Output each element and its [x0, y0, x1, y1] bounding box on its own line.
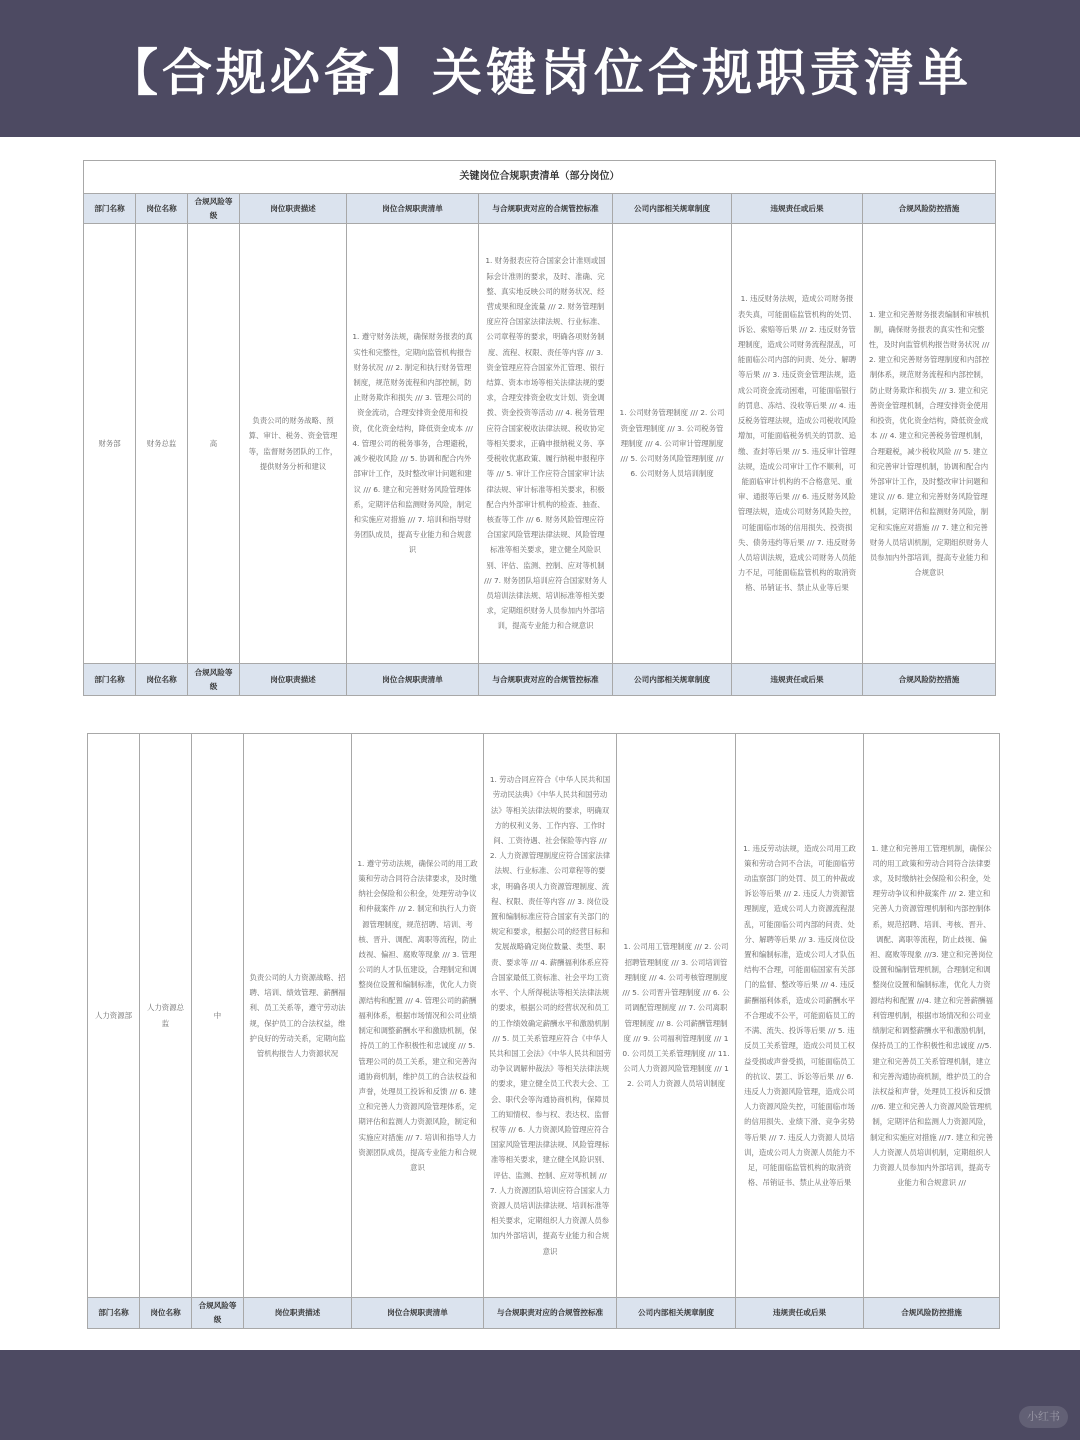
footer-header-position: 岗位名称 [140, 1298, 192, 1329]
cell-risk-controls: 1. 建立和完善用工管理机制，确保公司的用工政策和劳动合同符合法律要求，及时缴纳社会保险和公积金，处理劳动争议和仲裁案件 /// 2. 建立和完善人力资源管理机制和内部控制体系，规范招聘、培训、考核、晋升、调配、离职等流程，防止歧视、偏袒、腐败等现象 ///3. 建立和完善岗位设置和编制管理机制，合理制定和调整岗位设置和编制标准，优化人力资源结构和配置 ///4. 建立和完善薪酬福利管理机制，根据市场情况和公司业绩制定和调整薪酬水平和激励机制，保持员工的工作积极性和忠诚度 ///5. 建立和完善员工关系管理机制，建立和完善沟通协商机制，维护员工的合法权益和声誉，处理员工投诉和反馈 ///6. 建立和完善人力资源风险管理机制，定期评估和监测人力资源风险，制定和实施应对措施 ///7. 建立和完善人力资源人员培训机制，定期组织人力资源人员参加内外部培训，提高专业能力和合规意识 /// [864, 734, 1000, 1298]
table-row [84, 224, 996, 664]
header-risk-controls: 合规风险防控措施 [863, 194, 996, 224]
cell-control-standards: 1. 劳动合同应符合《中华人民共和国劳动民法典》《中华人民共和国劳动法》等相关法律法规的要求，明确双方的权利义务、工作内容、工作时间、工资待遇、社会保险等内容 /// 2. 人力资源管理制度应符合国家法律法规、行业标准、公司章程等的要求，明确各项人力资源管理制度、流程、权限、责任等内容 /// 3. 岗位设置和编制标准应符合国家有关部门的规定和要求，根据公司的经营目标和发展战略确定岗位数量、类型、职责、要求等 /// 4. 薪酬福利体系应符合国家最低工资标准、社会平均工资水平、个人所得税法等相关法律法规的要求，根据公司的经营状况和员工的工作绩效确定薪酬水平和激励机制 /// 5. 员工关系管理应符合《中华人民共和国工会法》《中华人民共和国劳动争议调解仲裁法》等相关法律法规的要求，建立健全员工代表大会、工会、职代会等沟通协商机构，保障员工的知情权、参与权、表达权、监督权等 /// 6. 人力资源风险管理应符合国家风险管理法律法规、风险管理标准等相关要求，建立健全风险识别、评估、监测、控制、应对等机制 /// 7. 人力资源团队培训应符合国家人力资源人员培训法律法规、培训标准等相关要求，定期组织人力资源人员参加内外部培训，提高专业能力和合规意识 [484, 734, 617, 1298]
cell-department: 财务部 [84, 224, 136, 664]
footer-header-duty-description: 岗位职责描述 [244, 1298, 352, 1329]
footer-header-control-standards: 与合规职责对应的合规管控标准 [484, 1298, 617, 1329]
footer-header-risk-level: 合规风险等级 [188, 664, 240, 696]
footer-header-internal-rules: 公司内部相关规章制度 [617, 1298, 736, 1329]
cell-department: 人力资源部 [88, 734, 140, 1298]
footer-header-violation-consequences: 违规责任或后果 [736, 1298, 864, 1329]
compliance-table-finance [83, 160, 996, 696]
cell-position: 人力资源总监 [140, 734, 192, 1298]
footer-header-risk-level: 合规风险等级 [192, 1298, 244, 1329]
table-footer-header-row [88, 1298, 1000, 1329]
table-title: 关键岗位合规职责清单（部分岗位） [84, 161, 996, 194]
table-header-row [84, 194, 996, 224]
header-department: 部门名称 [84, 194, 136, 224]
footer-header-control-standards: 与合规职责对应的合规管控标准 [479, 664, 613, 696]
compliance-table-hr [87, 733, 1000, 1329]
page-title: 【合规必备】关键岗位合规职责清单 [108, 43, 972, 102]
footer-header-compliance-duties: 岗位合规职责清单 [352, 1298, 484, 1329]
footer-header-violation-consequences: 违规责任或后果 [732, 664, 863, 696]
cell-duty-description: 负责公司的人力资源战略、招聘、培训、绩效管理、薪酬福利、员工关系等，遵守劳动法规，保护员工的合法权益，维护良好的劳动关系，定期向监管机构报告人力资源状况 [244, 734, 352, 1298]
bottom-banner [0, 1350, 1080, 1440]
header-duty-description: 岗位职责描述 [240, 194, 347, 224]
cell-risk-level: 中 [192, 734, 244, 1298]
footer-header-internal-rules: 公司内部相关规章制度 [613, 664, 732, 696]
table-footer-header-row [84, 664, 996, 696]
cell-risk-level: 高 [188, 224, 240, 664]
header-position: 岗位名称 [136, 194, 188, 224]
cell-compliance-duties: 1. 遵守劳动法规，确保公司的用工政策和劳动合同符合法律要求，及时缴纳社会保险和公积金，处理劳动争议和仲裁案件 /// 2. 制定和执行人力资源管理制度，规范招聘、培训、考核、晋升、调配、离职等流程，防止歧视、偏袒、腐败等现象 /// 3. 管理公司的人才队伍建设，合理制定和调整岗位设置和编制标准，优化人力资源结构和配置 /// 4. 管理公司的薪酬福利体系，根据市场情况和公司业绩制定和调整薪酬水平和激励机制，保持员工的工作积极性和忠诚度 /// 5. 管理公司的员工关系，建立和完善沟通协商机制，维护员工的合法权益和声誉，处理员工投诉和反馈 /// 6. 建立和完善人力资源风险管理体系，定期评估和监测人力资源风险，制定和实施应对措施 /// 7. 培训和指导人力资源团队成员，提高专业能力和合规意识 [352, 734, 484, 1298]
cell-violation-consequences: 1. 违反劳动法规，造成公司用工政策和劳动合同不合法，可能面临劳动监察部门的处罚、员工的仲裁或诉讼等后果 /// 2. 违反人力资源管理制度，造成公司人力资源流程混乱，可能面临公司内部的问责、处分、解聘等后果 /// 3. 违反岗位设置和编制标准，造成公司人才队伍结构不合理，可能面临国家有关部门的监督、整改等后果 /// 4. 违反薪酬福利体系，造成公司薪酬水平不合理或不公平，可能面临员工的不满、流失、投诉等后果 /// 5. 违反员工关系管理，造成公司员工权益受损或声誉受损，可能面临员工的抗议、罢工、诉讼等后果 /// 6. 违反人力资源风险管理，造成公司人力资源风险失控，可能面临市场的信用损失、业绩下滑、竞争劣势等后果 /// 7. 违反人力资源人员培训，造成公司人力资源人员能力不足，可能面临监管机构的取消资格、吊销证书、禁止从业等后果 [736, 734, 864, 1298]
header-violation-consequences: 违规责任或后果 [732, 194, 863, 224]
table-row [88, 734, 1000, 1298]
cell-compliance-duties: 1. 遵守财务法规，确保财务报表的真实性和完整性，定期向监管机构报告财务状况 /// 2. 制定和执行财务管理制度，规范财务流程和内部控制，防止财务欺诈和损失 /// 3. 管理公司的资金流动，合理安排资金使用和投资，优化资金结构，降低资金成本 /// 4. 管理公司的税务事务，合理避税，减少税收风险 /// 5. 协调和配合内外部审计工作，及时整改审计问题和建议 /// 6. 建立和完善财务风险管理体系，定期评估和监测财务风险，制定和实施应对措施 /// 7. 培训和指导财务团队成员，提高专业能力和合规意识 [347, 224, 479, 664]
cell-position: 财务总监 [136, 224, 188, 664]
cell-duty-description: 负责公司的财务战略、预算、审计、税务、资金管理等，监督财务团队的工作，提供财务分析和建议 [240, 224, 347, 664]
footer-header-risk-controls: 合规风险防控措施 [863, 664, 996, 696]
cell-control-standards: 1. 财务报表应符合国家会计准则或国际会计准则的要求，及时、准确、完整、真实地反映公司的财务状况、经营成果和现金流量 /// 2. 财务管理制度应符合国家法律法规、行业标准、公司章程等的要求，明确各项财务制度、流程、权限、责任等内容 /// 3. 资金管理应符合国家外汇管理、银行结算、资本市场等相关法律法规的要求，合理安排资金收支计划、资金调拨、资金投资等活动 /// 4. 税务管理应符合国家税收法律法规、税收协定等相关要求，正确申报纳税义务、享受税收优惠政策、履行纳税申报程序等 /// 5. 审计工作应符合国家审计法律法规、审计标准等相关要求，积极配合内外部审计机构的检查、抽查、核查等工作 /// 6. 财务风险管理应符合国家风险管理法律法规、风险管理标准等相关要求，建立健全风险识别、评估、监测、控制、应对等机制 /// 7. 财务团队培训应符合国家财务人员培训法律法规、培训标准等相关要求，定期组织财务人员参加内外部培训，提高专业能力和合规意识 [479, 224, 613, 664]
header-internal-rules: 公司内部相关规章制度 [613, 194, 732, 224]
header-control-standards: 与合规职责对应的合规管控标准 [479, 194, 613, 224]
footer-header-risk-controls: 合规风险防控措施 [864, 1298, 1000, 1329]
cell-violation-consequences: 1. 违反财务法规，造成公司财务报表失真，可能面临监管机构的处罚、诉讼、索赔等后果 /// 2. 违反财务管理制度，造成公司财务流程混乱，可能面临公司内部的问责、处分、解聘等后果 /// 3. 违反资金管理法规，造成公司资金流动困难，可能面临银行的罚息、冻结、没收等后果 /// 4. 违反税务管理法规，造成公司税收风险增加，可能面临税务机关的罚款、追缴、查封等后果 /// 5. 违反审计管理法规，造成公司审计工作不顺利，可能面临审计机构的不合格意见、重审、通报等后果 /// 6. 违反财务风险管理法规，造成公司财务风险失控，可能面临市场的信用损失、投资损失、债务违约等后果 /// 7. 违反财务人员培训法规，造成公司财务人员能力不足，可能面临监管机构的取消资格、吊销证书、禁止从业等后果 [732, 224, 863, 664]
footer-header-department: 部门名称 [84, 664, 136, 696]
footer-header-position: 岗位名称 [136, 664, 188, 696]
cell-risk-controls: 1. 建立和完善财务报表编制和审核机制，确保财务报表的真实性和完整性，及时向监管机构报告财务状况 /// 2. 建立和完善财务管理制度和内部控制体系，规范财务流程和内部控制，防止财务欺诈和损失 /// 3. 建立和完善资金管理机制，合理安排资金使用和投资，优化资金结构，降低资金成本 /// 4. 建立和完善税务管理机制，合理避税，减少税收风险 /// 5. 建立和完善审计管理机制，协调和配合内外部审计工作，及时整改审计问题和建议 /// 6. 建立和完善财务风险管理机制，定期评估和监测财务风险，制定和实施应对措施 /// 7. 建立和完善财务人员培训机制，定期组织财务人员参加内外部培训，提高专业能力和合规意识 [863, 224, 996, 664]
header-compliance-duties: 岗位合规职责清单 [347, 194, 479, 224]
footer-header-compliance-duties: 岗位合规职责清单 [347, 664, 479, 696]
top-banner [0, 0, 1080, 137]
cell-internal-rules: 1. 公司用工管理制度 /// 2. 公司招聘管理制度 /// 3. 公司培训管理制度 /// 4. 公司考核管理制度 /// 5. 公司晋升管理制度 /// 6. 公司调配管理制度 /// 7. 公司离职管理制度 /// 8. 公司薪酬管理制度 /// 9. 公司福利管理制度 /// 10. 公司员工关系管理制度 /// 11. 公司人力资源风险管理制度 /// 12. 公司人力资源人员培训制度 [617, 734, 736, 1298]
cell-internal-rules: 1. 公司财务管理制度 /// 2. 公司资金管理制度 /// 3. 公司税务管理制度 /// 4. 公司审计管理制度 /// 5. 公司财务风险管理制度 /// 6. 公司财务人员培训制度 [613, 224, 732, 664]
footer-header-department: 部门名称 [88, 1298, 140, 1329]
watermark-badge: 小红书 [1019, 1406, 1068, 1428]
footer-header-duty-description: 岗位职责描述 [240, 664, 347, 696]
header-risk-level: 合规风险等级 [188, 194, 240, 224]
